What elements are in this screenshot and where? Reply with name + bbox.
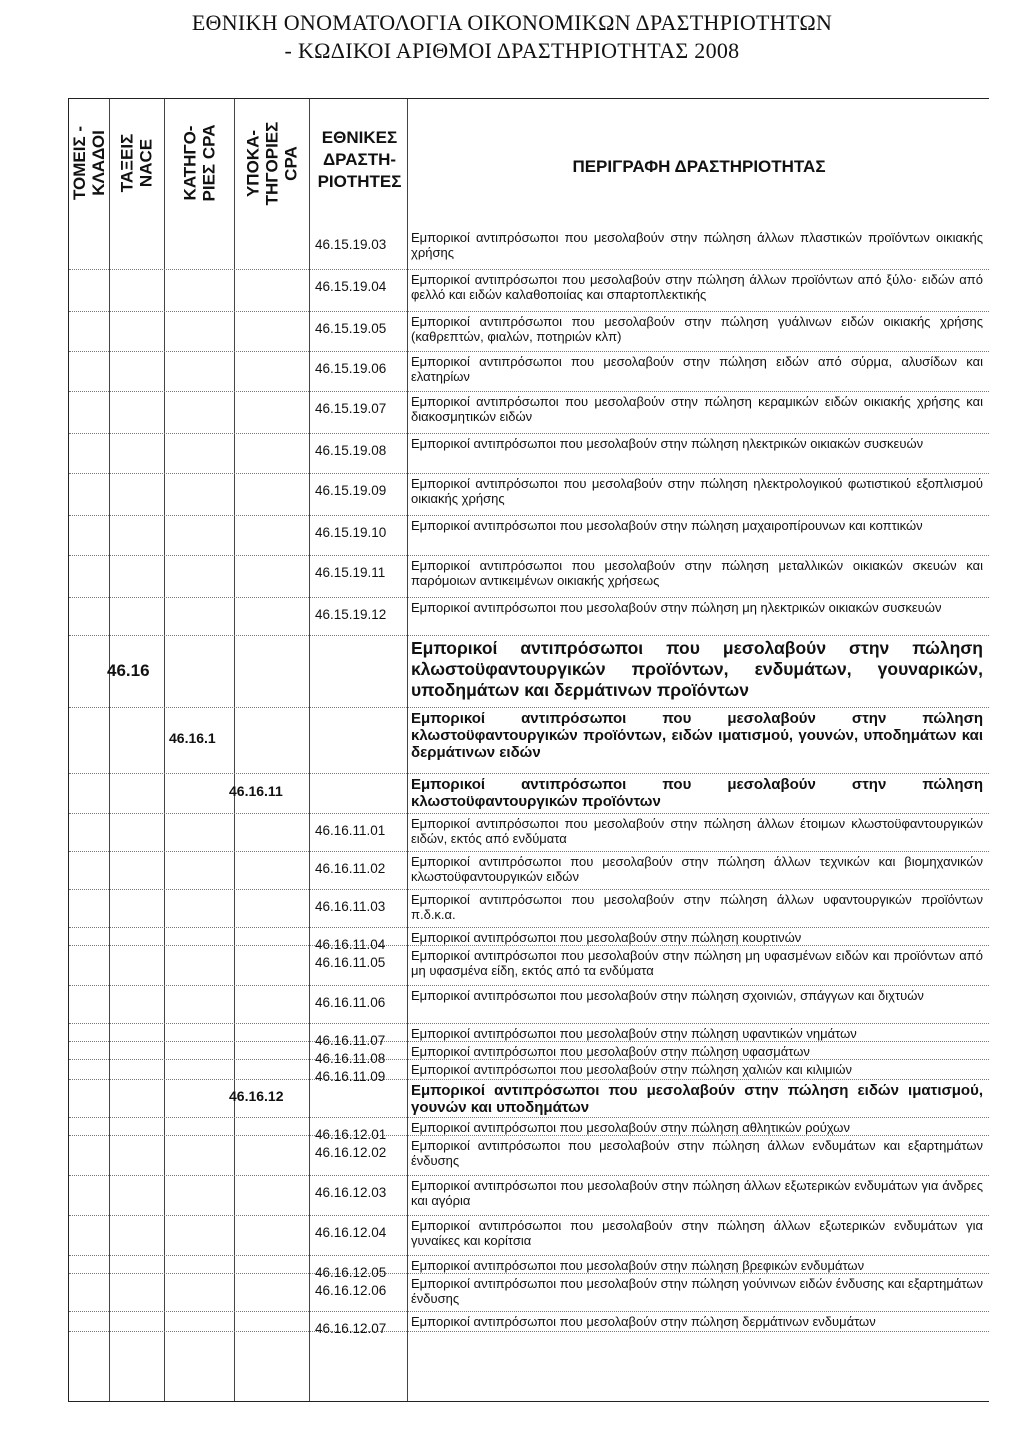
table-row: [69, 635, 989, 708]
table-row: [69, 927, 989, 952]
table-row: [69, 1311, 989, 1336]
table-row: [69, 1273, 989, 1312]
activity-code: 46.16.11.06: [315, 995, 386, 1010]
activity-description: Εμπορικοί αντιπρόσωποι που μεσολαβούν στην πώληση ηλεκτρικών οικιακών συσκευών: [411, 436, 924, 451]
table-row: [69, 851, 989, 890]
activity-code: 46.16.11.07: [315, 1033, 386, 1048]
activity-description: Εμπορικοί αντιπρόσωποι που μεσολαβούν στην πώληση κεραμικών ειδών οικιακής χρήσης και διακοσμητικών ειδών: [411, 394, 983, 424]
activity-code: 46.15.19.07: [315, 401, 387, 416]
activity-code: 46.15.19.12: [315, 607, 387, 622]
activity-description: Εμπορικοί αντιπρόσωποι που μεσολαβούν στην πώληση μη υφασμένων ειδών και προϊόντων από μη υφασμένα είδη, εκτός από τα ενδύματα: [411, 948, 983, 978]
activity-description: Εμπορικοί αντιπρόσωποι που μεσολαβούν στην πώληση άλλων τεχνικών και βιομηχανικών κλωστοϋφαντουργικών ειδών: [411, 854, 983, 884]
activity-description: Εμπορικοί αντιπρόσωποι που μεσολαβούν στην πώληση αθλητικών ρούχων: [411, 1120, 850, 1135]
activity-description: Εμπορικοί αντιπρόσωποι που μεσολαβούν στην πώληση άλλων εξωτερικών ενδυμάτων για άνδρες και αγόρια: [411, 1178, 983, 1208]
activity-description: Εμπορικοί αντιπρόσωποι που μεσολαβούν στην πώληση άλλων προϊόντων από ξύλο· ειδών από φελλό και ειδών καλαθοποιίας και σπαρτοπλεκτικής: [411, 272, 983, 302]
activity-description: Εμπορικοί αντιπρόσωποι που μεσολαβούν στην πώληση κουρτινών: [411, 930, 802, 945]
activity-code: 46.15.19.05: [315, 321, 387, 336]
activity-code: 46.16.12.03: [315, 1185, 387, 1200]
activity-code: 46.15.19.06: [315, 361, 387, 376]
activity-code: 46.16.11.02: [315, 861, 386, 876]
table-row: [69, 515, 989, 556]
table-row: [69, 269, 989, 312]
activity-description: Εμπορικοί αντιπρόσωποι που μεσολαβούν στην πώληση χαλιών και κιλιμιών: [411, 1062, 853, 1077]
activity-description: Εμπορικοί αντιπρόσωποι που μεσολαβούν στην πώληση μη ηλεκτρικών οικιακών συσκευών: [411, 600, 942, 615]
activity-code: 46.16.12.07: [315, 1321, 387, 1336]
table-row: [69, 1041, 989, 1066]
header-cpa-subcategories: ΥΠΟΚΑ- ΤΗΓΟΡΙΕΣ CPA: [243, 121, 300, 205]
activity-code: 46.16: [107, 661, 150, 680]
activity-code: 46.15.19.09: [315, 483, 387, 498]
table-row: [69, 473, 989, 516]
table-row: [69, 1255, 989, 1280]
activity-description: Εμπορικοί αντιπρόσωποι που μεσολαβούν στην πώληση άλλων εξωτερικών ενδυμάτων για γυναίκες και κορίτσια: [411, 1218, 983, 1248]
activity-code: 46.16.12.01: [315, 1127, 387, 1142]
activity-code: 46.16.12.02: [315, 1145, 387, 1160]
activity-code: 46.16.1: [169, 730, 216, 746]
activity-description: Εμπορικοί αντιπρόσωποι που μεσολαβούν στην πώληση άλλων υφαντουργικών προϊόντων π.δ.κ.α.: [411, 892, 983, 922]
activity-description: Εμπορικοί αντιπρόσωποι που μεσολαβούν στην πώληση υφασμάτων: [411, 1044, 810, 1059]
table-row: [69, 773, 989, 814]
activity-description: Εμπορικοί αντιπρόσωποι που μεσολαβούν στην πώληση γυάλινων ειδών οικιακής χρήσης (καθρεπτών, φιαλών, ποτηριών κλπ): [411, 314, 983, 344]
activity-code: 46.15.19.11: [315, 565, 386, 580]
header-cpa-categories: ΚΑΤΗΓΟ- ΡΙΕΣ CPA: [180, 124, 218, 202]
activity-code: 46.16.12.05: [315, 1265, 387, 1280]
document-title-line-2: - ΚΩΔΙΚΟΙ ΑΡΙΘΜΟΙ ΔΡΑΣΤΗΡΙΟΤΗΤΑΣ 2008: [284, 38, 740, 63]
activity-description: Εμπορικοί αντιπρόσωποι που μεσολαβούν στην πώληση μεταλλικών οικιακών σκευών και παρόμοιων αντικειμένων οικιακής χρήσεως: [411, 558, 983, 588]
table-row: [69, 1023, 989, 1048]
table-row: [69, 985, 989, 1024]
activity-description: Εμπορικοί αντιπρόσωποι που μεσολαβούν στην πώληση ειδών ιματισμού, γουνών και υποδημάτων: [411, 1082, 983, 1116]
activity-code: 46.15.19.10: [315, 525, 387, 540]
activity-code: 46.16.11.08: [315, 1051, 386, 1066]
table-row: [69, 351, 989, 392]
activity-code: 46.15.19.04: [315, 279, 387, 294]
table-row: [69, 433, 989, 474]
activity-code: 46.16.12: [229, 1088, 284, 1104]
table-row: [69, 813, 989, 852]
activity-description: Εμπορικοί αντιπρόσωποι που μεσολαβούν στην πώληση ειδών από σύρμα, αλυσίδων και ελατηρίων: [411, 354, 983, 384]
activity-description: Εμπορικοί αντιπρόσωποι που μεσολαβούν στην πώληση άλλων έτοιμων κλωστοϋφαντουργικών ειδών, εκτός από ενδύματα: [411, 816, 983, 846]
activity-code: 46.16.11.05: [315, 955, 386, 970]
activity-code: 46.15.19.08: [315, 443, 387, 458]
table-row: [69, 555, 989, 598]
activity-description: Εμπορικοί αντιπρόσωποι που μεσολαβούν στην πώληση δερμάτινων ενδυμάτων: [411, 1314, 876, 1329]
table-row: [69, 597, 989, 636]
activity-description: Εμπορικοί αντιπρόσωποι που μεσολαβούν στην πώληση άλλων ενδυμάτων και εξαρτημάτων ένδυσης: [411, 1138, 983, 1168]
header-activity-description: ΠΕΡΙΓΡΑΦΗ ΔΡΑΣΤΗΡΙΟΤΗΤΑΣ: [572, 157, 826, 176]
table-row: [69, 1117, 989, 1142]
activity-description: Εμπορικοί αντιπρόσωποι που μεσολαβούν στην πώληση υφαντικών νημάτων: [411, 1026, 857, 1041]
activity-code: 46.16.12.06: [315, 1283, 387, 1298]
document-title-line-1: ΕΘΝΙΚΗ ΟΝΟΜΑΤΟΛΟΓΙΑ ΟΙΚΟΝΟΜΙΚΩΝ ΔΡΑΣΤΗΡΙΟΤΗΤΩΝ: [191, 10, 833, 35]
activity-description: Εμπορικοί αντιπρόσωποι που μεσολαβούν στην πώληση κλωστοϋφαντουργικών προϊόντων, ειδών ιματισμού, γουνών, υποδημάτων και δερμάτινων ειδών: [411, 710, 983, 761]
activity-code: 46.16.12.04: [315, 1225, 387, 1240]
table-row: [69, 227, 989, 270]
activity-description: Εμπορικοί αντιπρόσωποι που μεσολαβούν στην πώληση γούνινων ειδών ένδυσης και εξαρτημάτων ένδυσης: [411, 1276, 983, 1306]
activity-description: Εμπορικοί αντιπρόσωποι που μεσολαβούν στην πώληση κλωστοϋφαντουργικών προϊόντων, ενδυμάτων, γουναρικών, υποδημάτων και δερμάτινων προϊόντων: [411, 638, 983, 700]
activity-description: Εμπορικοί αντιπρόσωποι που μεσολαβούν στην πώληση άλλων πλαστικών προϊόντων οικιακής χρήσης: [411, 230, 983, 260]
activity-code: 46.16.11: [229, 783, 283, 799]
header-nace-classes: ΤΑΞΕΙΣ NACE: [117, 133, 156, 193]
activity-description: Εμπορικοί αντιπρόσωποι που μεσολαβούν στην πώληση μαχαιροπίρουνων και κοπτικών: [411, 518, 923, 533]
activity-code: 46.15.19.03: [315, 237, 387, 252]
activity-code: 46.16.11.03: [315, 899, 386, 914]
table-row: [69, 1059, 989, 1084]
table-row: [69, 1215, 989, 1256]
table-row: [69, 945, 989, 986]
table-row: [69, 1175, 989, 1216]
activity-description: Εμπορικοί αντιπρόσωποι που μεσολαβούν στην πώληση σχοινιών, σπάγγων και διχτυών: [411, 988, 924, 1003]
header-sectors: ΤΟΜΕΙΣ - ΚΛΑΔΟΙ: [70, 125, 109, 201]
activity-description: Εμπορικοί αντιπρόσωποι που μεσολαβούν στην πώληση κλωστοϋφαντουργικών προϊόντων: [411, 776, 983, 810]
table-row: [69, 311, 989, 352]
activity-code: 46.16.11.01: [315, 823, 386, 838]
header-national-activities: ΕΘΝΙΚΕΣ ΔΡΑΣΤΗ- ΡΙΟΤΗΤΕΣ: [317, 128, 402, 191]
activity-code: 46.16.11.04: [315, 937, 386, 952]
table-row: [69, 391, 989, 434]
activity-description: Εμπορικοί αντιπρόσωποι που μεσολαβούν στην πώληση ηλεκτρολογικού φωτιστικού εξοπλισμού οικιακής χρήσης: [411, 476, 983, 506]
table-row: [69, 1135, 989, 1176]
activity-codes-table: [68, 98, 989, 1402]
activity-code: 46.16.11.09: [315, 1069, 386, 1084]
table-row: [69, 889, 989, 928]
table-row: [69, 707, 989, 774]
activity-description: Εμπορικοί αντιπρόσωποι που μεσολαβούν στην πώληση βρεφικών ενδυμάτων: [411, 1258, 865, 1273]
table-row: [69, 1079, 989, 1118]
